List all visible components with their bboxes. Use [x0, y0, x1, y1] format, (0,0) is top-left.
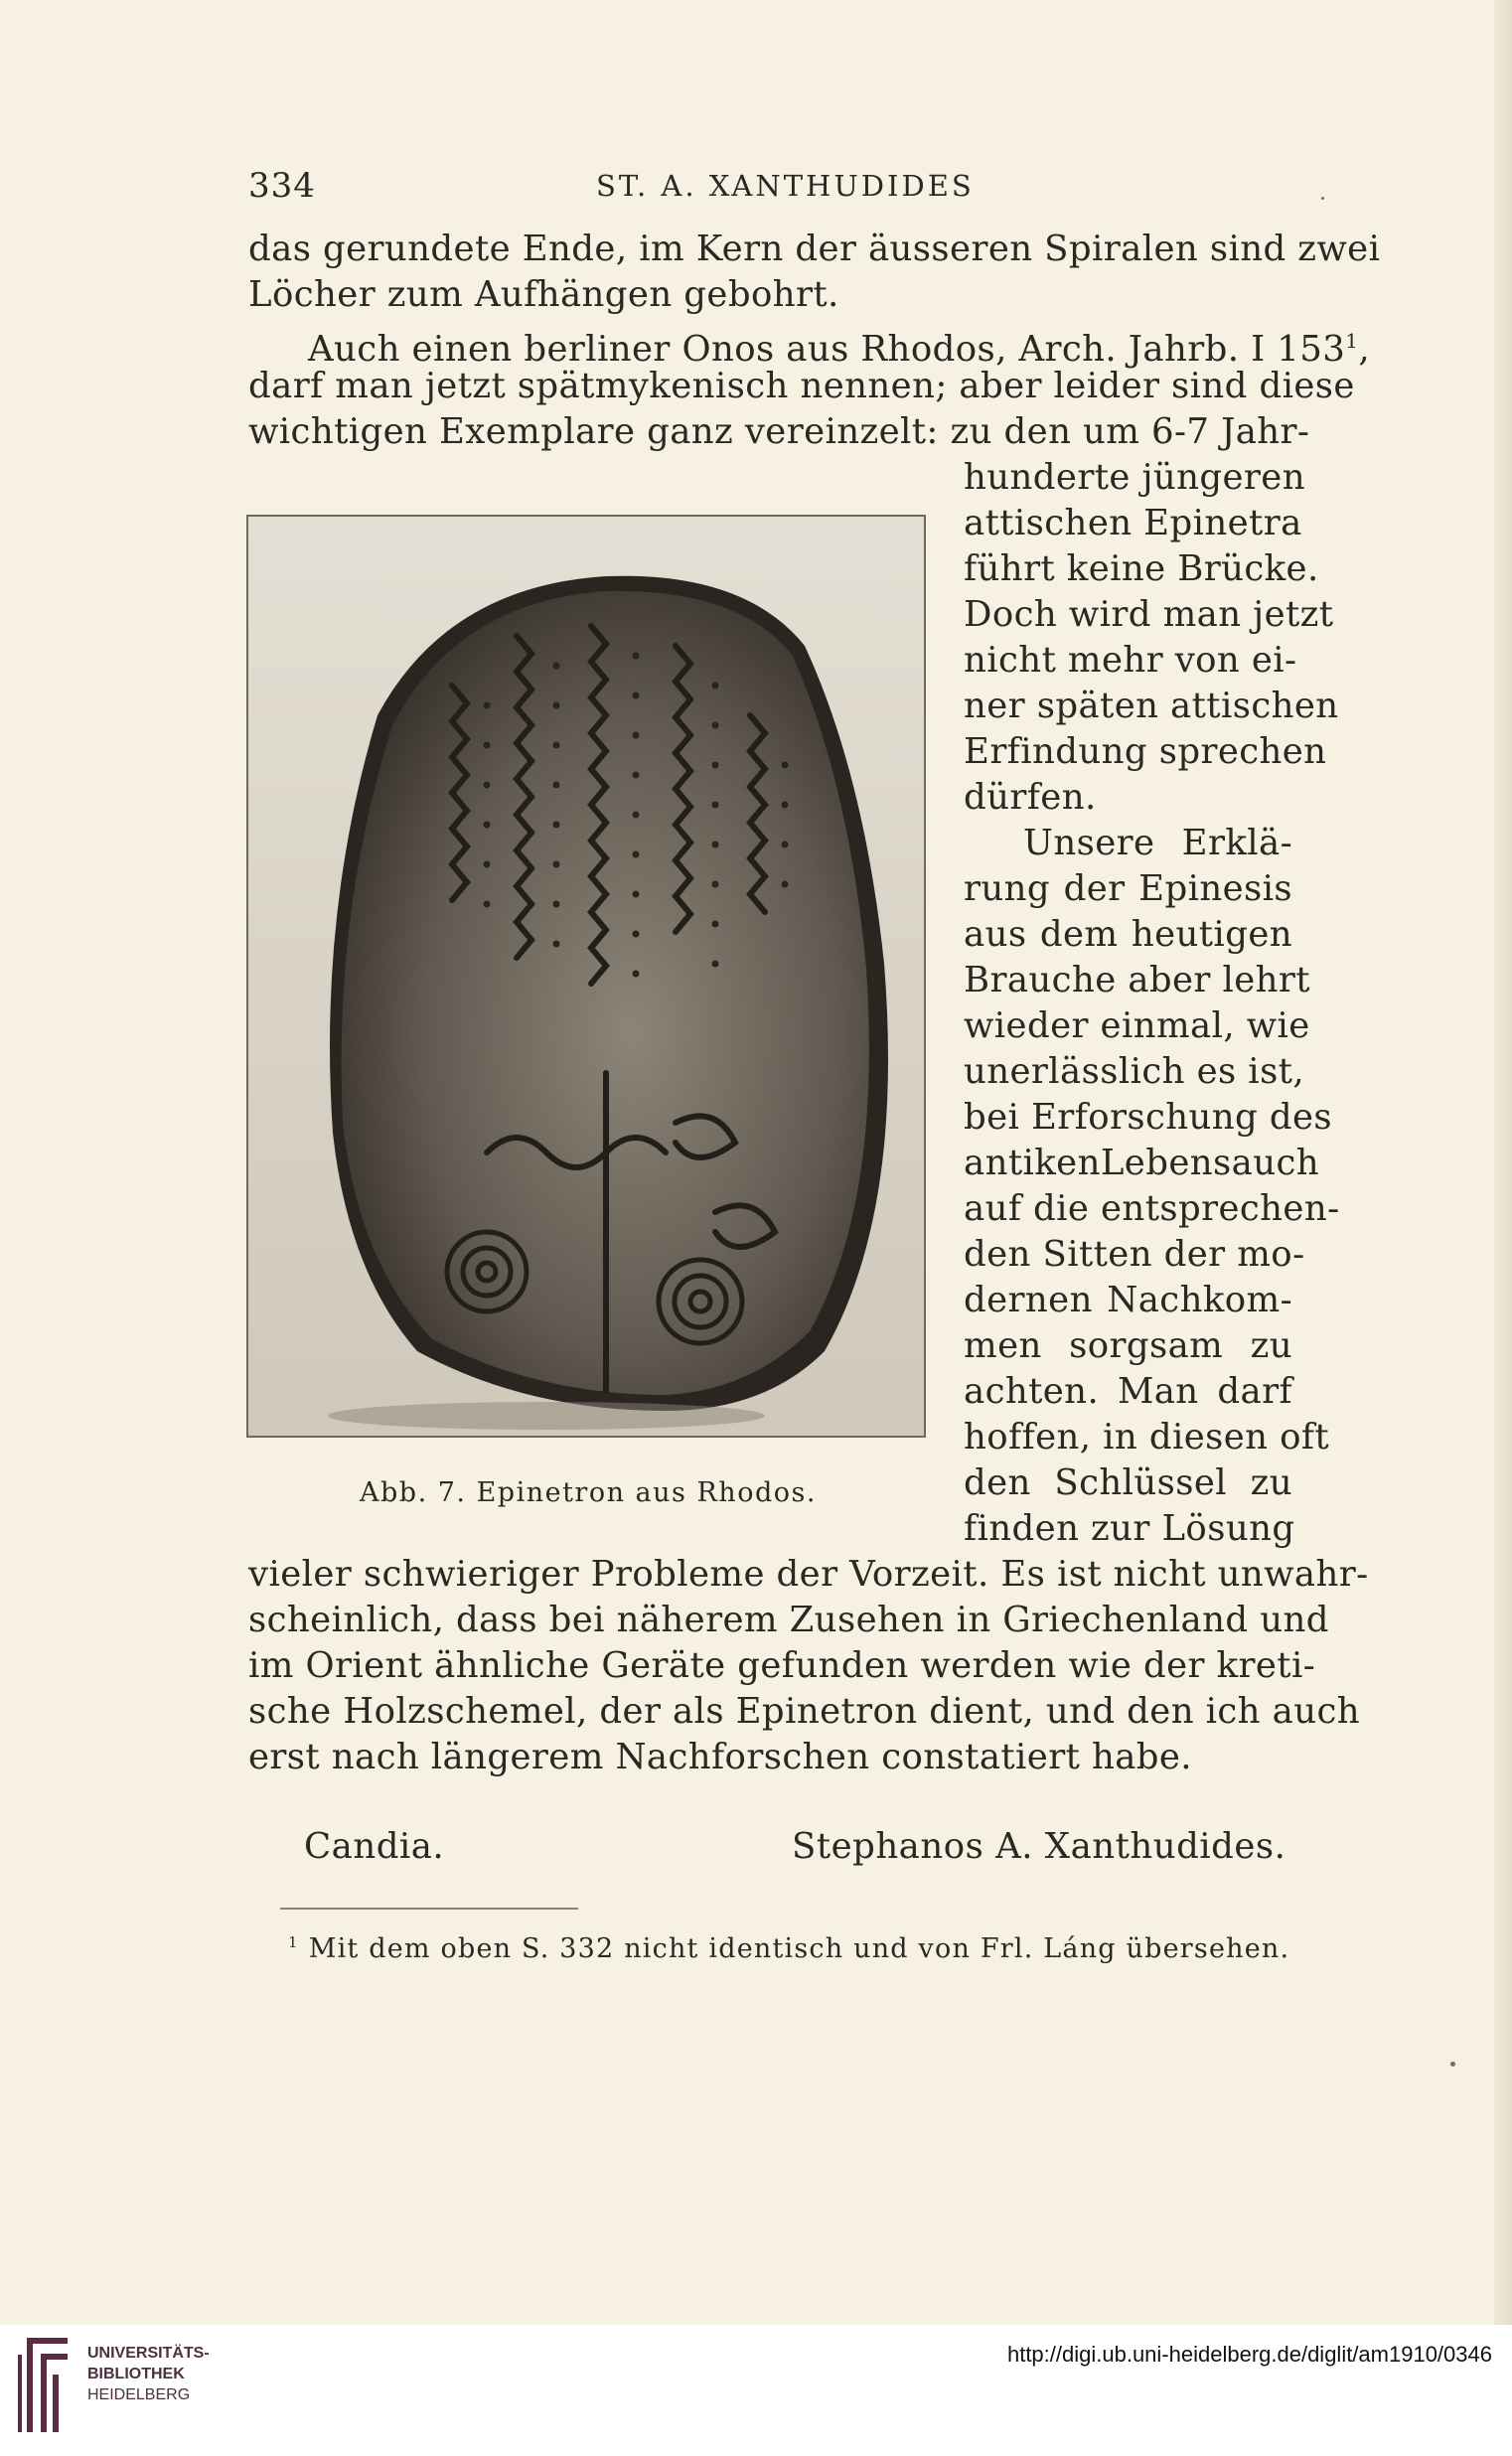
footnote-marker: 1 — [288, 1933, 299, 1951]
text-line: wieder einmal, wie — [964, 1005, 1310, 1046]
text-line: im Orient ähnliche Geräte gefunden werden wie der kreti- — [248, 1645, 1316, 1686]
page-edge — [1494, 0, 1512, 2325]
text-line: das gerundete Ende, im Kern der äusseren Spiralen sind zwei — [248, 229, 1381, 269]
text-line: vieler schwieriger Probleme der Vorzeit. Es ist nicht unwahr- — [248, 1554, 1369, 1595]
text-line: den Sitten der mo- — [964, 1234, 1305, 1275]
text-line: auf die entsprechen- — [964, 1188, 1340, 1229]
text-line: bei Erforschung des — [964, 1097, 1332, 1138]
text-line: finden zur Lösung — [964, 1508, 1295, 1549]
footnote — [288, 1933, 1289, 1964]
print-speck — [1450, 2062, 1455, 2067]
text-line: Erfindung sprechen — [964, 731, 1327, 772]
source-url-link[interactable]: http://digi.ub.uni-heidelberg.de/diglit/am1910/0346 — [1006, 2342, 1492, 2367]
page-number: 334 — [248, 166, 316, 206]
footnote-divider — [280, 1908, 578, 1910]
text-line: sche Holzschemel, der als Epinetron dient, und den ich auch — [248, 1691, 1361, 1732]
text-line: Löcher zum Aufhängen gebohrt. — [248, 274, 839, 315]
text-line: aus dem heutigen — [964, 914, 1292, 955]
text-line: hoffen, in diesen oft — [964, 1417, 1330, 1458]
epinetron-photo — [248, 517, 924, 1436]
library-line: UNIVERSITÄTS- — [87, 2345, 210, 2362]
text-line: führt keine Brücke. — [964, 548, 1319, 589]
print-speck — [1321, 197, 1324, 200]
text-line: attischen Epinetra — [964, 503, 1302, 543]
text-line: den Schlüssel zu — [964, 1462, 1292, 1503]
footnote-text: Mit dem oben S. 332 nicht identisch und von Frl. Láng übersehen. — [308, 1933, 1290, 1964]
text-line: men sorgsam zu — [964, 1325, 1292, 1366]
text-line: Auch einen berliner Onos aus Rhodos, Arch. Jahrb. I $153^1$, — [308, 328, 1370, 370]
figure-caption: Abb. 7. Epinetron aus Rhodos. — [360, 1477, 817, 1508]
running-title: ST. A. XANTHUDIDES — [596, 169, 975, 203]
text-line: rung der Epinesis — [964, 868, 1292, 909]
library-logo-icon[interactable] — [16, 2335, 74, 2438]
text-line: hunderte jüngeren — [964, 457, 1305, 498]
text-line: unerlässlich es ist, — [964, 1051, 1305, 1092]
signature-author: Stephanos A. Xanthudides. — [792, 1826, 1286, 1867]
text-line: achten. Man darf — [964, 1371, 1292, 1412]
library-line: BIBLIOTHEK — [87, 2366, 185, 2382]
library-line: HEIDELBERG — [87, 2386, 191, 2403]
text-line: wichtigen Exemplare ganz vereinzelt: zu den um 6-7 Jahr- — [248, 411, 1310, 452]
text-line: Doch wird man jetzt — [964, 594, 1334, 635]
text-line: Unsere Erklä- — [1023, 823, 1292, 863]
text-line: dürfen. — [964, 777, 1097, 818]
text-line: nicht mehr von ei- — [964, 640, 1297, 681]
figure-photo-epinetron — [246, 515, 926, 1438]
side-column — [964, 455, 1340, 1552]
text-line: ner späten attischen — [964, 686, 1339, 726]
text-line: antikenLebensauch — [964, 1143, 1320, 1183]
signature-place: Candia. — [304, 1826, 445, 1867]
footnote-ref: 1 — [1345, 329, 1359, 353]
library-name — [87, 2343, 210, 2405]
text-line: darf man jetzt spätmykenisch nennen; aber leider sind diese — [248, 366, 1355, 406]
text-line: scheinlich, dass bei näherem Zusehen in Griechenland und — [248, 1600, 1329, 1640]
text-line: erst nach längerem Nachforschen constatiert habe. — [248, 1737, 1192, 1777]
text-line: Brauche aber lehrt — [964, 960, 1310, 1000]
text-line: dernen Nachkom- — [964, 1280, 1292, 1320]
